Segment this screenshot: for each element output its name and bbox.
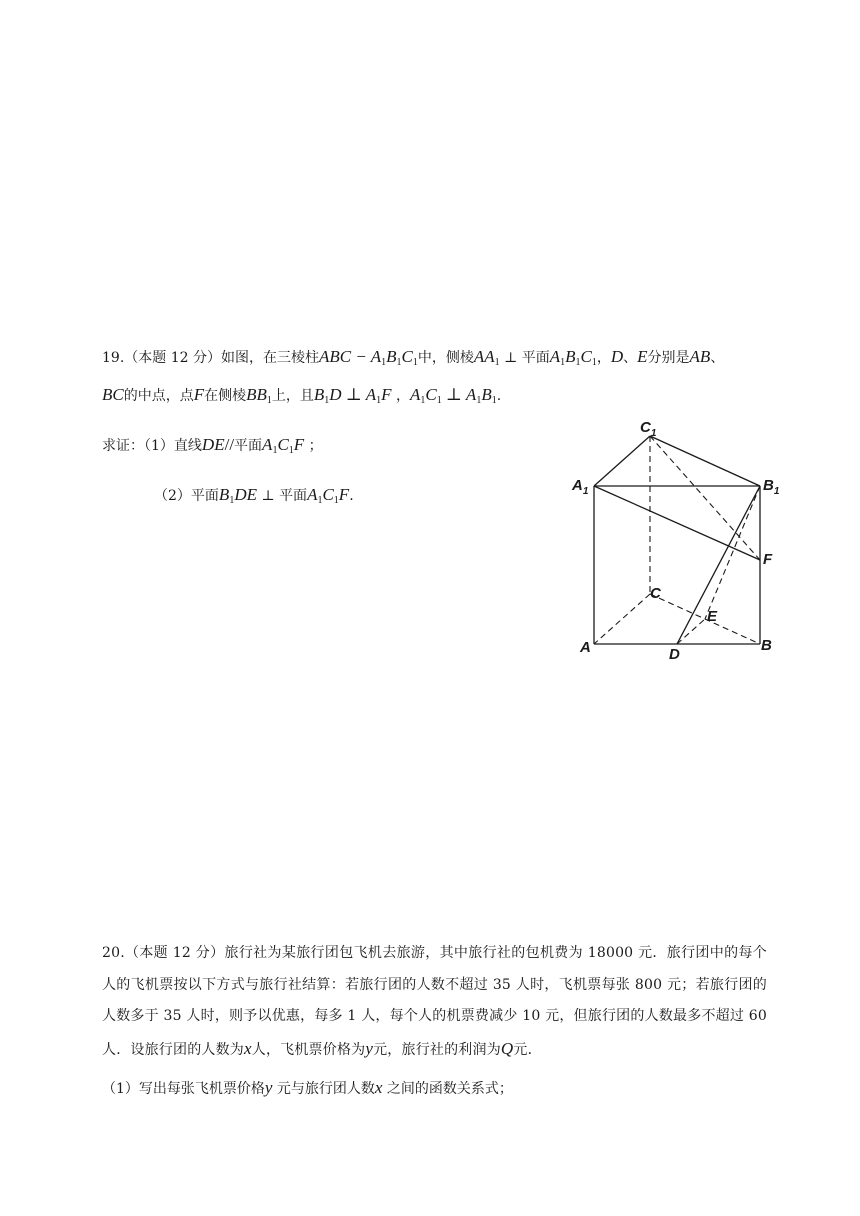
math-bb1: $BB_1$	[246, 385, 272, 406]
edge-a1-c1	[594, 436, 650, 486]
q19-line-1: 19.（本题 12 分）如图，在三棱柱ABC − $A_1B_1C_1$中，侧棱$AA_1$ ⊥ 平面$A_1B_1C_1$，D、E分别是AB、	[102, 347, 725, 368]
math-b1de: $B_1DE$	[218, 485, 257, 506]
parallel-symbol: //	[224, 435, 235, 454]
q19-text: 如图，在三棱柱	[220, 350, 319, 366]
q20-part1: （1）写出每张飞机票价格y 元与旅行团人数x 之间的函数关系式；	[102, 1078, 513, 1097]
segment-b1-e	[705, 486, 760, 619]
label-c: C	[650, 585, 661, 602]
part2-label: （2）平面	[154, 488, 219, 504]
q19-text: 平面	[521, 350, 550, 366]
q20-body: 旅行社为某旅行团包飞机去旅游，其中旅行社的包机费为 18000 元．旅行团中的每个人的飞机票按以下方式与旅行社结算：若旅行团的人数不超过 35 人时，飞机票每张 800 元；若旅行团的人数多于 35 人时，则予以优惠，每多 1 人，每个人的机票费减少 10 元，但旅行团的人数最多不超过 60 人．设旅行团的人数为	[102, 945, 767, 1058]
q19-text: 上，且	[271, 388, 314, 404]
math-e: E	[637, 347, 648, 366]
q19-prove-part2: （2）平面$B_1DE$ ⊥ 平面$A_1C_1F$.	[154, 485, 354, 506]
segment-b1-d	[677, 486, 760, 644]
label-d: D	[669, 646, 680, 662]
math-y: y	[365, 1038, 374, 1058]
math-a1c1f: $A_1C_1F$	[262, 435, 305, 456]
segment-d-e	[677, 619, 705, 644]
segment-a1-f	[594, 486, 760, 560]
q19-text: 中，侧棱	[417, 350, 474, 366]
math-b1d-perp-a1f: $B_1D$ ⊥ $A_1F$	[313, 385, 392, 406]
math-q: Q	[500, 1038, 514, 1058]
math-a1c1f-2: $A_1C_1F$	[307, 485, 350, 506]
label-f: F	[763, 551, 773, 568]
math-aa1: $AA_1$	[473, 347, 500, 368]
label-e: E	[707, 608, 718, 625]
math-a1c1-perp-a1b1: $A_1C_1$ ⊥ $A_1B_1$	[410, 385, 497, 406]
q19-number: 19.	[102, 350, 125, 366]
math-prism: ABC − $A_1B_1C_1$	[318, 347, 418, 368]
q19-text: 的中点，点	[123, 388, 194, 404]
edge-c1-b1	[650, 436, 760, 486]
part1-label: （1）直线	[144, 438, 202, 454]
math-bc: BC	[102, 385, 124, 404]
math-f: F	[193, 385, 205, 404]
math-a1b1c1: $A_1B_1C_1$	[549, 347, 597, 368]
label-b1: $B_1$	[763, 477, 780, 497]
q20-header: 20.（本题 12 分）	[102, 945, 225, 961]
q19-line-2: BC的中点，点F在侧棱$BB_1$上，且$B_1D$ ⊥ $A_1F$ ，$A_1C_1$ ⊥ $A_1B_1$.	[102, 385, 502, 406]
label-c1: $C_1$	[640, 419, 657, 439]
math-x: x	[244, 1038, 252, 1058]
q19-score: （本题 12 分）	[124, 350, 221, 366]
prism-figure	[570, 412, 790, 662]
q19-prove-part1: 求证：（1）直线DE//平面$A_1C_1F$ ；	[102, 435, 323, 456]
math-de: DE	[201, 435, 225, 454]
label-a: A	[580, 639, 591, 656]
math-d: D	[610, 347, 624, 366]
q20-paragraph: 20.（本题 12 分）旅行社为某旅行团包飞机去旅游，其中旅行社的包机费为 18000 元．旅行团中的每个人的飞机票按以下方式与旅行社结算：若旅行团的人数不超过 35 人时，飞机票每张 800 元；若旅行团的人数多于 35 人时，则予以优惠，每多 1 人，每个人的机票费减少 10 元，但旅行团的人数最多不超过 60 人．设旅行团的人数为x人，飞机票价格为y元，旅行社的利润为Q元．	[102, 945, 767, 1058]
segment-c1-f	[650, 436, 760, 560]
math-ab: AB	[689, 347, 711, 366]
label-b: B	[761, 637, 772, 654]
prove-label: 求证：	[102, 438, 144, 454]
edge-c-a	[594, 594, 650, 644]
perp-symbol: ⊥	[504, 350, 518, 366]
label-a1: $A_1$	[572, 477, 589, 497]
q19-text: 分别是	[647, 350, 690, 366]
q19-text: 在侧棱	[204, 388, 247, 404]
